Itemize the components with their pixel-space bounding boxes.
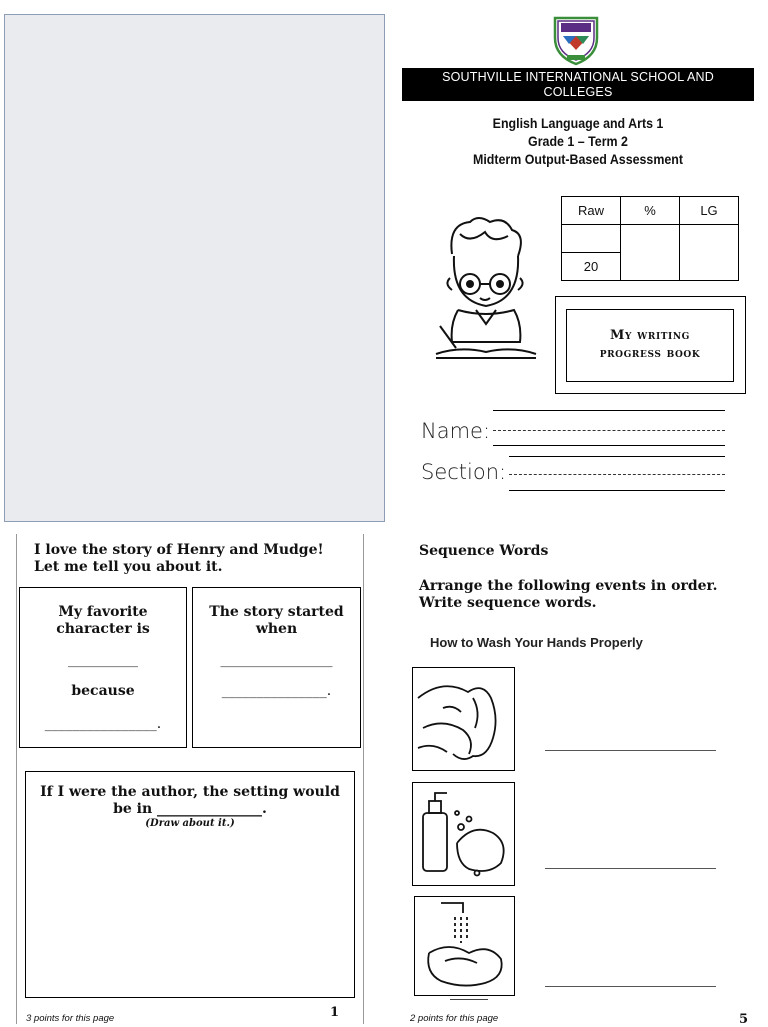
story-started-box [192,587,361,748]
page1-points: 3 points for this page [26,1013,115,1024]
section-line-bottom [509,490,725,491]
total-score-cell: 20 [562,253,621,281]
name-line-top [493,410,725,411]
answer-line-3[interactable] [545,986,716,987]
page5-number: 5 [739,1012,749,1027]
lg-cell[interactable] [680,225,739,281]
box2-blank1[interactable]: ________________ [220,652,333,668]
subject-title: English Language and Arts 1 [492,116,664,131]
step-image-apply-soap [412,782,515,886]
score-header-raw: Raw [562,197,621,225]
box2-blank2[interactable]: _______________. [221,683,332,699]
name-dash-line[interactable] [493,430,725,431]
soap-dispenser-icon [413,783,513,883]
box1-blank[interactable]: __________ [68,652,138,668]
box1-because: because [71,683,135,699]
hands-scrubbing-icon [413,668,513,768]
step-image-scrub-hands [412,667,515,771]
sequence-instructions [419,578,718,612]
page5-points: 2 points for this page [410,1013,499,1024]
score-header-percent: % [621,197,680,225]
box2-line1: The story started [209,604,344,620]
score-header-lg: LG [680,197,739,225]
section-dash-line[interactable] [509,474,725,475]
box1-line1: My favorite [58,604,148,620]
book-title-line1: My writing [610,328,690,343]
school-name-line2: COLLEGES [543,85,613,99]
percent-cell[interactable] [621,225,680,281]
page1-intro-line1: I love the story of Henry and Mudge! [34,542,324,558]
answer-line-1[interactable] [545,750,716,751]
sequence-heading: Sequence Words [419,543,549,559]
instruction-line1: Arrange the following events in order. [419,578,718,594]
topic-title: How to Wash Your Hands Properly [430,635,643,650]
raw-score-cell[interactable] [562,225,621,253]
school-crest-icon [549,14,603,66]
box1-line2: character is [56,621,150,637]
step-image-rinse-hands [414,896,515,996]
partial-image-edge [450,999,488,1000]
instruction-line2: Write sequence words. [419,595,597,611]
score-table [561,196,739,281]
box2-line2: when [255,621,298,637]
name-label: Name: [421,419,491,443]
page1-intro-line2: Let me tell you about it. [34,559,223,575]
section-label: Section: [421,460,507,484]
school-name-banner [402,68,754,101]
section-line-top [509,456,725,457]
favorite-character-box [19,587,187,748]
grade-term: Grade 1 – Term 2 [528,134,628,149]
assessment-title: Midterm Output-Based Assessment [472,152,684,167]
book-title-box [566,309,734,382]
page1-intro [34,542,324,576]
book-title-line2: progress book [599,346,701,361]
box3-line1: If I were the author, the setting would [40,784,340,800]
setting-drawing-box[interactable] [25,771,355,998]
school-name-line1: SOUTHVILLE INTERNATIONAL SCHOOL AND [442,70,714,84]
name-line-bottom [493,445,725,446]
box3-note: (Draw about it.) [145,818,235,829]
faucet-water-icon [415,897,513,993]
box3-line2: be in _______________. [113,801,267,817]
blank-cover-panel [4,14,385,522]
box1-blank2[interactable]: ________________. [44,716,162,732]
page1-number: 1 [330,1005,340,1020]
answer-line-2[interactable] [545,868,716,869]
boy-writing-illustration [430,214,542,364]
